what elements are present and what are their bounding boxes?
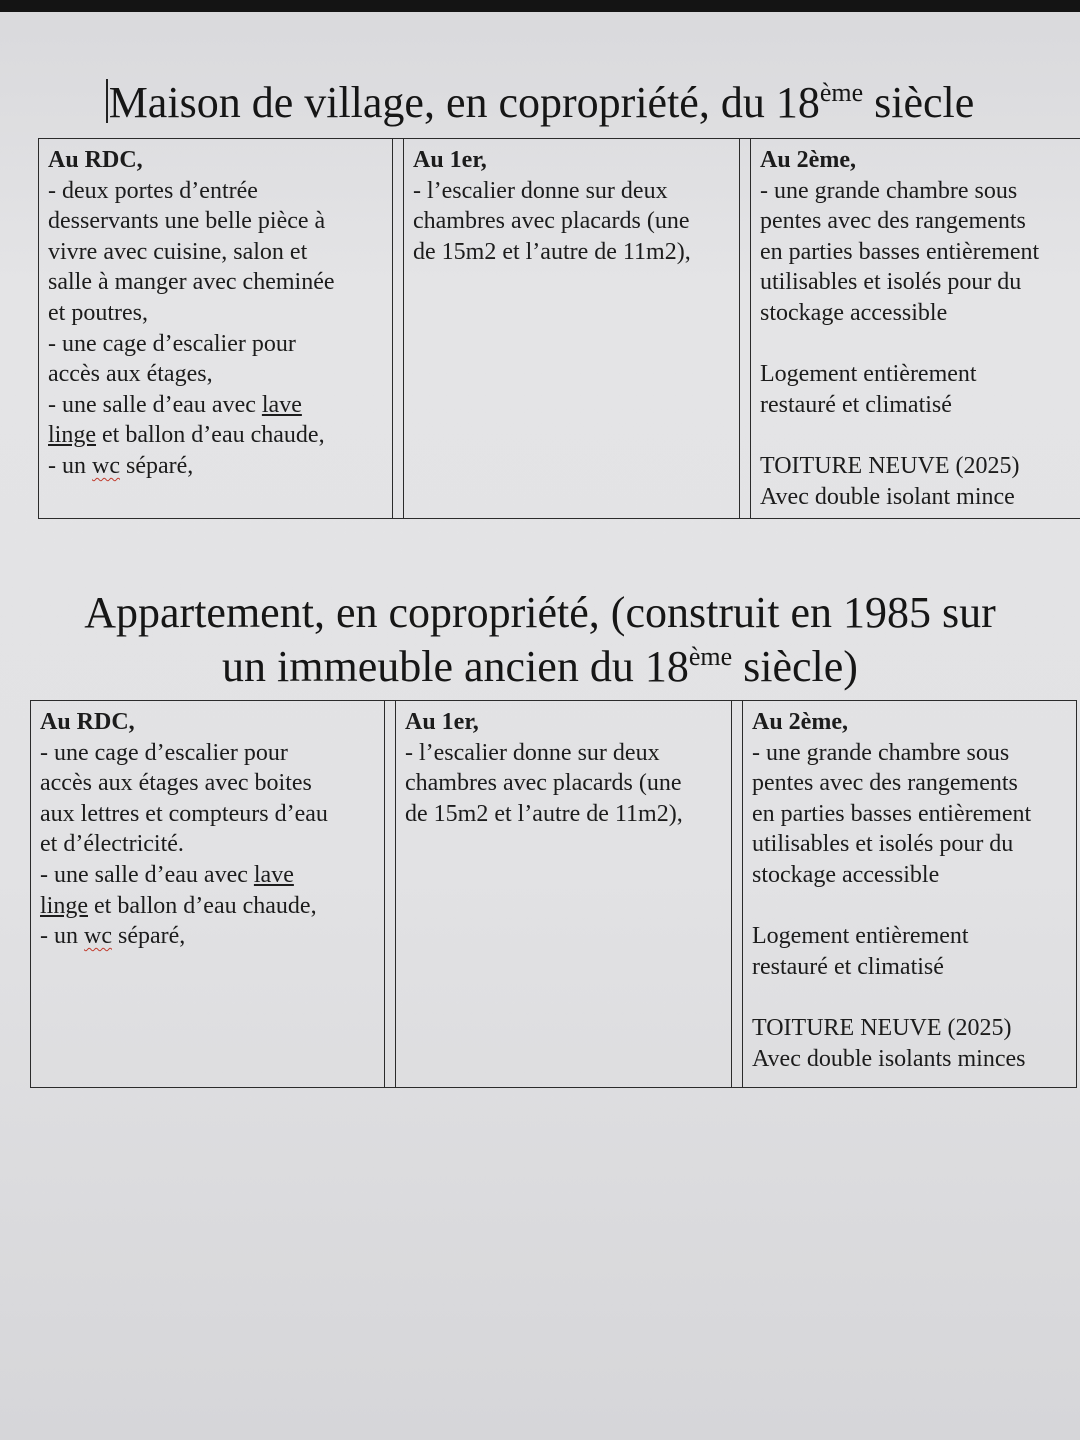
insulation-note: Avec double isolants minces [752,1045,1026,1072]
rdc-line-text: et ballon d’eau chaude, [88,892,317,919]
rdc-line: vivre avec cuisine, salon et [48,238,308,265]
second-floor-cell [750,138,1080,519]
second-floor-line: stockage accessible [760,299,948,326]
rdc-line: accès aux étages avec boites [40,770,312,797]
second-floor-line: pentes avec des rangements [752,770,1018,797]
section-2-title-end: siècle) [732,642,858,691]
rdc-line-text: - un [48,452,92,479]
second-floor-line: stockage accessible [752,861,940,888]
second-floor-line: en parties basses entièrement [752,800,1032,827]
blank-line [752,982,1068,1013]
rdc-line [40,891,376,922]
section-2-title-line-2: un immeuble ancien du 18 [222,642,689,691]
section-2-title [30,586,1050,694]
second-floor-cell [742,700,1077,1088]
first-floor-line: chambres avec placards (une [405,770,682,797]
first-floor-line: de 15m2 et l’autre de 11m2), [413,238,691,265]
rdc-line: - une cage d’escalier pour [40,739,288,766]
rdc-line [48,451,384,482]
second-floor-heading: Au 2ème, [752,709,848,735]
rdc-line-text: - un [40,923,84,950]
underlined-word: lave [253,861,294,888]
rdc-line: - une cage d’escalier pour [48,330,296,357]
section-1-title-superscript: ème [819,78,864,107]
rdc-line [48,390,384,421]
first-floor-line: - l’escalier donne sur deux [413,177,668,204]
rdc-line-text: - une salle d’eau avec [48,391,262,418]
underlined-word: linge [48,422,96,449]
second-floor-line: pentes avec des rangements [760,208,1026,235]
blank-line [760,329,1076,360]
second-floor-line: utilisables et isolés pour du [752,831,1014,858]
rdc-line [48,420,384,451]
second-floor-line: restauré et climatisé [760,391,952,418]
second-floor-line: Logement entièrement [760,361,977,388]
section-1-title [30,76,1050,130]
second-floor-line: - une grande chambre sous [752,739,1010,766]
text-cursor [106,79,108,123]
rdc-line: et poutres, [48,299,148,326]
rdc-line: salle à manger avec cheminée [48,269,335,296]
section-1-table [38,138,1080,519]
second-floor-line: Logement entièrement [752,923,969,950]
section-1-title-text: Maison de village, en copropriété, du 18 [108,78,820,127]
spellcheck-word: wc [92,452,120,479]
rdc-line: - deux portes d’entrée [48,177,258,204]
rdc-cell [38,138,393,519]
blank-line [752,891,1068,922]
screen-top-bezel [0,0,1080,12]
spellcheck-word: wc [84,923,112,950]
rdc-line-text: séparé, [111,923,186,950]
rdc-line: desservants une belle pièce à [48,208,326,235]
first-floor-line: chambres avec placards (une [413,208,690,235]
roof-note: TOITURE NEUVE (2025) [752,1014,1012,1041]
first-floor-heading: Au 1er, [405,709,479,735]
rdc-line: accès aux étages, [48,361,213,388]
first-floor-cell [403,138,740,519]
cell-gap [393,138,403,519]
rdc-line [40,860,376,891]
rdc-line-text: séparé, [119,452,194,479]
rdc-cell [30,700,385,1088]
section-2-table [30,700,1077,1088]
section-2-title-line-1: Appartement, en copropriété, (construit en 1985 sur [84,588,996,637]
second-floor-line: utilisables et isolés pour du [760,269,1022,296]
cell-gap [385,700,395,1088]
blank-line [760,420,1076,451]
rdc-line: aux lettres et compteurs d’eau [40,800,328,827]
second-floor-line: - une grande chambre sous [760,177,1018,204]
cell-gap [732,700,742,1088]
rdc-line [40,921,376,952]
section-2-title-superscript: ème [688,642,733,671]
second-floor-heading: Au 2ème, [760,147,856,173]
rdc-line-text: - une salle d’eau avec [40,861,254,888]
rdc-heading: Au RDC, [40,709,135,735]
section-1-title-end: siècle [863,78,975,127]
underlined-word: linge [40,892,88,919]
first-floor-line: de 15m2 et l’autre de 11m2), [405,800,683,827]
roof-note: TOITURE NEUVE (2025) [760,452,1020,479]
first-floor-heading: Au 1er, [413,147,487,173]
first-floor-cell [395,700,732,1088]
rdc-heading: Au RDC, [48,147,143,173]
rdc-line: et d’électricité. [40,831,184,858]
cell-gap [740,138,750,519]
rdc-line-text: et ballon d’eau chaude, [96,422,325,449]
insulation-note: Avec double isolant mince [760,483,1015,510]
first-floor-line: - l’escalier donne sur deux [405,739,660,766]
second-floor-line: en parties basses entièrement [760,238,1040,265]
second-floor-line: restauré et climatisé [752,953,944,980]
underlined-word: lave [261,391,302,418]
